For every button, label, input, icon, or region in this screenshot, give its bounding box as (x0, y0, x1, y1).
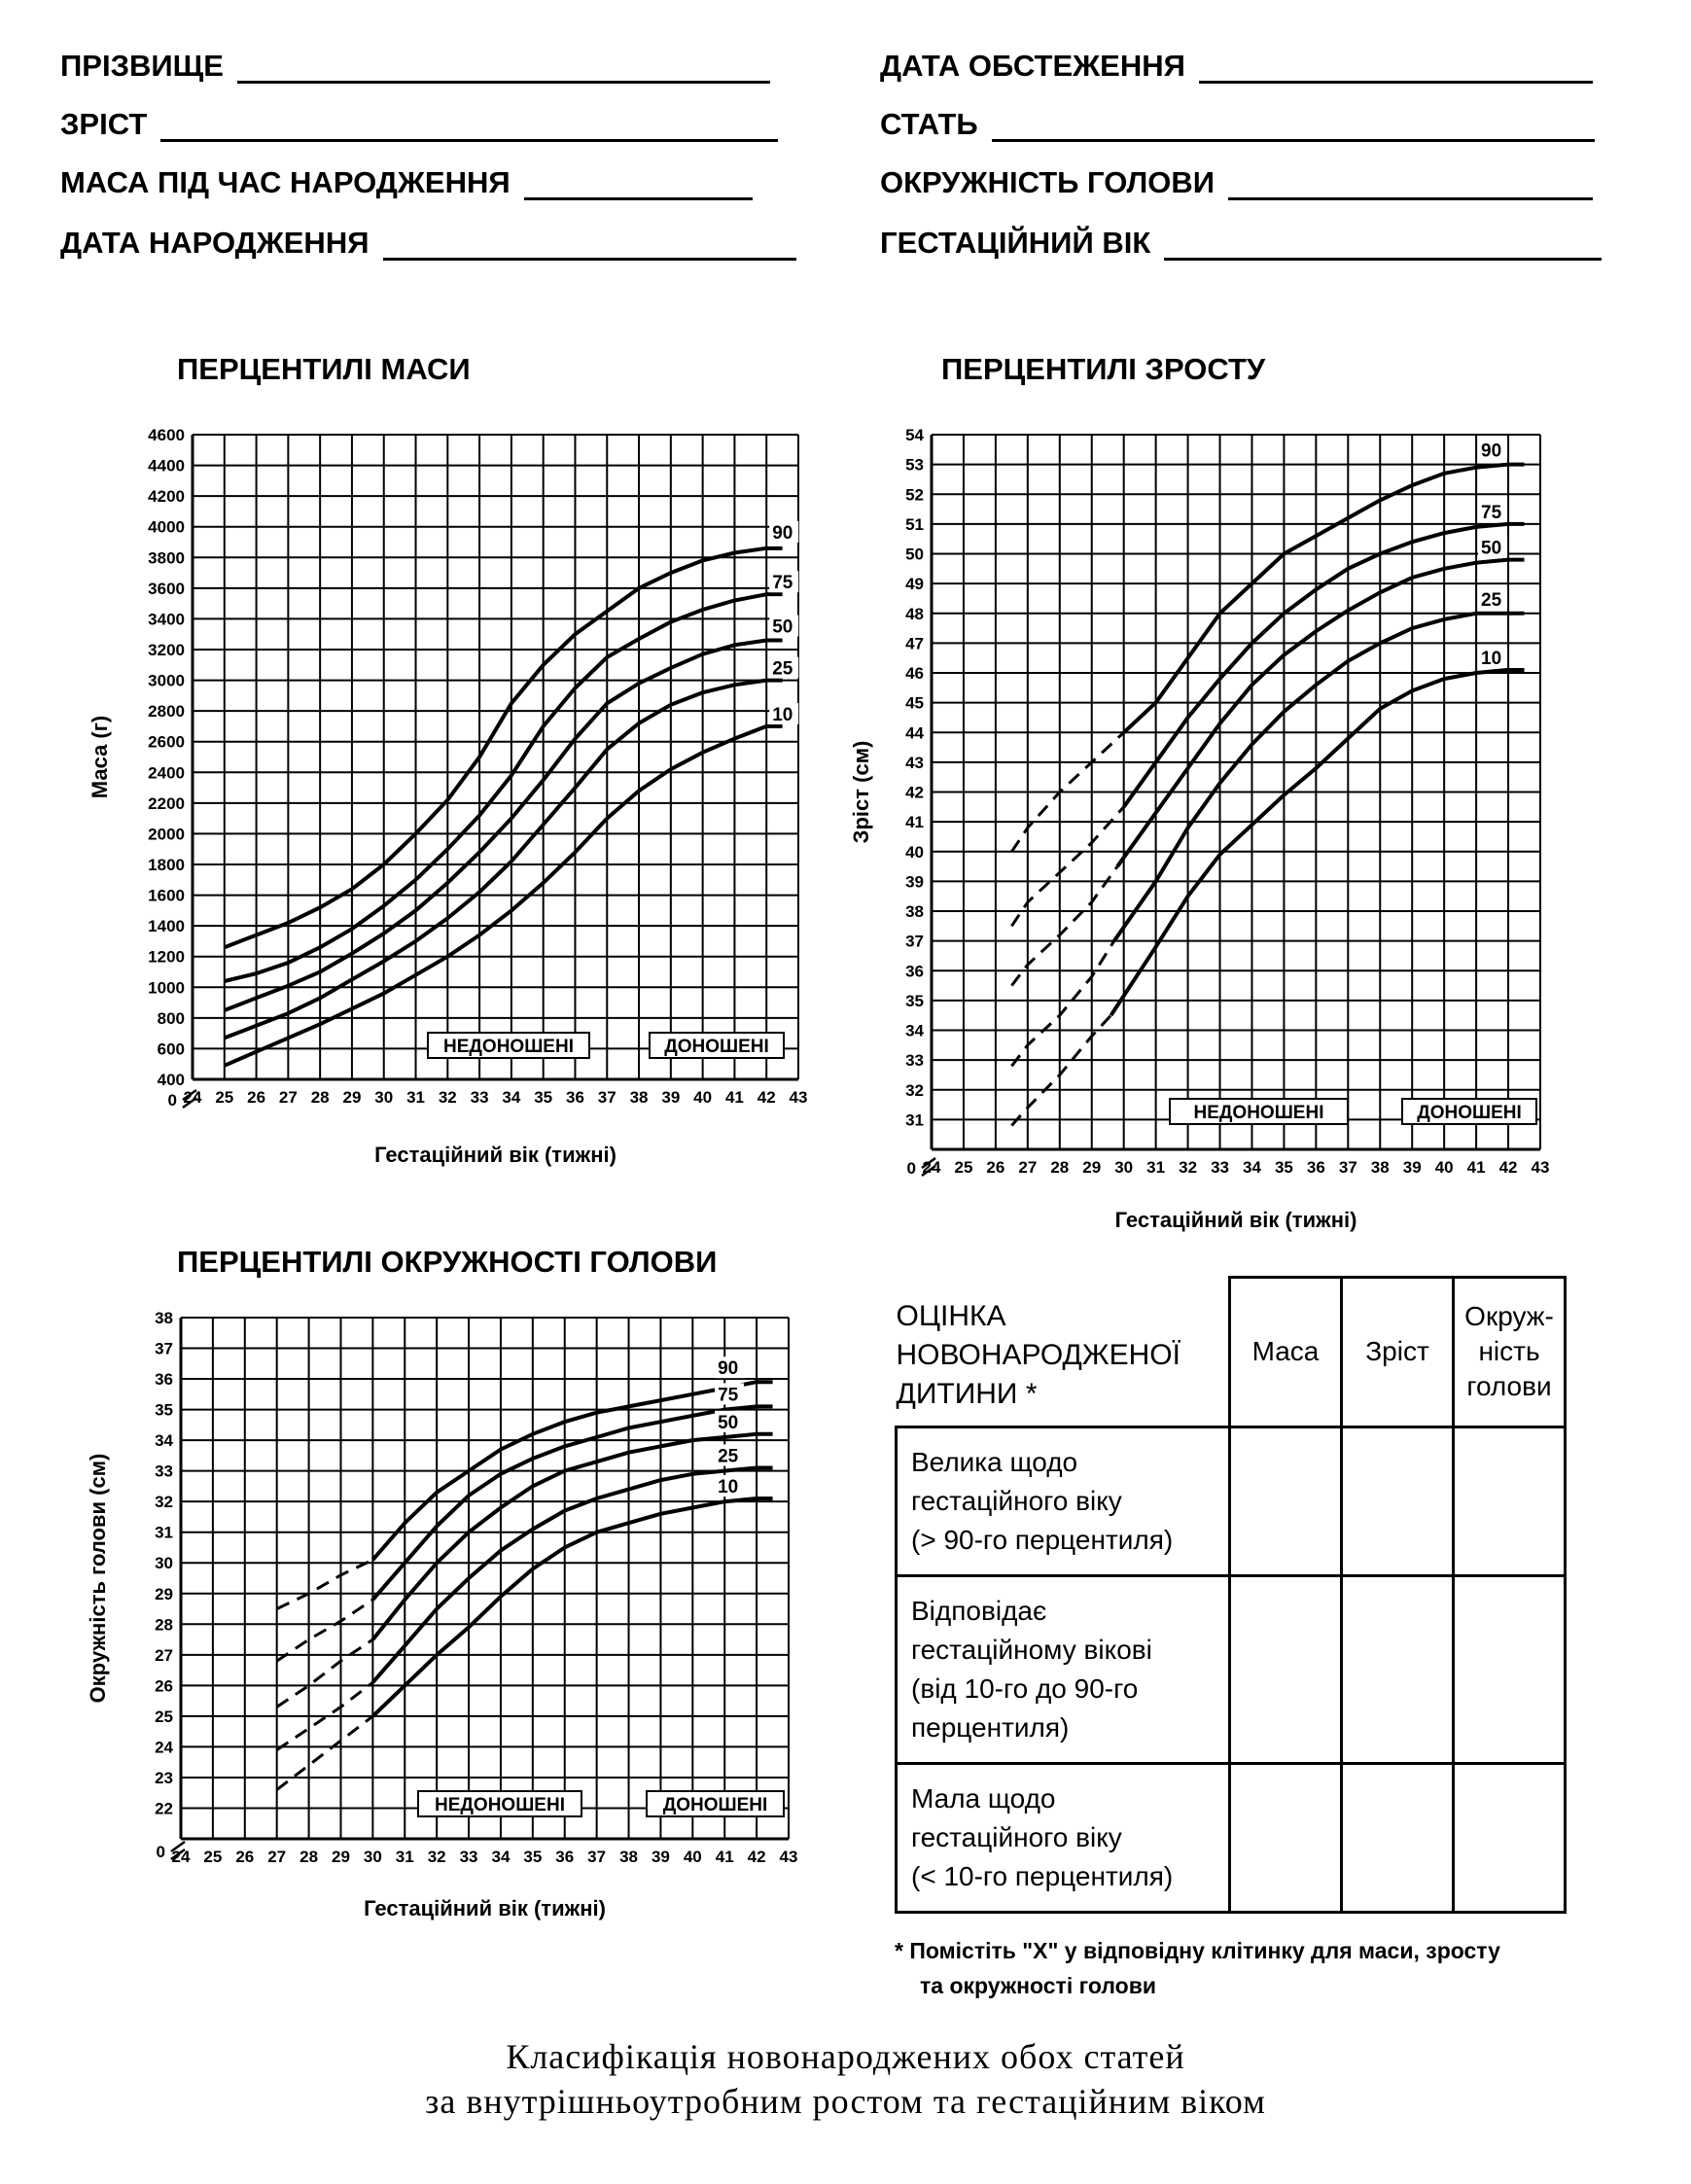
x-tick-label: 28 (1050, 1158, 1070, 1177)
term-zone-label: ДОНОШЕНІ (662, 1795, 768, 1815)
x-tick-label: 30 (363, 1848, 382, 1866)
y-tick-label: 52 (905, 485, 924, 505)
x-tick-label: 41 (715, 1848, 734, 1866)
x-tick-label: 35 (1274, 1158, 1293, 1177)
x-tick-label: 30 (1114, 1158, 1134, 1177)
head-circ-label: ОКРУЖНІСТЬ ГОЛОВИ (880, 165, 1215, 199)
table-row (897, 1763, 1566, 1912)
row-label-line: гестаційного віку (911, 1821, 1122, 1852)
y-tick-label: 36 (155, 1370, 173, 1390)
y-tick-label: 34 (155, 1431, 173, 1451)
y-tick-label: 32 (905, 1080, 924, 1100)
footnote-line: та окружності голови (920, 1973, 1156, 1998)
y-tick-label: 3800 (148, 548, 185, 568)
percentile-label-90: 90 (1481, 440, 1502, 462)
y-tick-label: 35 (905, 991, 924, 1010)
percentile-label-10: 10 (1481, 648, 1502, 669)
row-large-label (897, 1427, 1230, 1575)
cell-appropriate-head[interactable] (1454, 1575, 1566, 1763)
preterm-zone-label: НЕДОНОШЕНІ (435, 1795, 565, 1815)
y-tick-label: 2800 (148, 702, 185, 722)
y-tick-label: 600 (157, 1039, 185, 1059)
y-tick-label: 400 (157, 1071, 185, 1089)
x-axis-label: Гестаційний вік (тижні) (374, 1143, 617, 1167)
footnote-line: * Помістіть "Х" у відповідну клітинку для маси, зросту (895, 1938, 1500, 1963)
evaluation-title-line: ОЦІНКА (896, 1299, 1006, 1332)
x-tick-label: 27 (267, 1848, 287, 1866)
x-tick-label: 35 (523, 1848, 543, 1866)
x-tick-label: 34 (491, 1848, 511, 1866)
caption-line-2: за внутрішньоутробним ростом та гестаційним віком (425, 2082, 1266, 2121)
y-tick-label: 41 (905, 813, 924, 832)
column-head-label: голови (1466, 1371, 1552, 1402)
percentile-label-75: 75 (772, 573, 793, 594)
x-tick-label: 29 (332, 1848, 350, 1866)
percentile-label-50: 50 (718, 1412, 739, 1433)
y-break-label: 0 (167, 1091, 177, 1110)
footnote (895, 1933, 1575, 2003)
evaluation-title-line: НОВОНАРОДЖЕНОЇ (896, 1338, 1180, 1371)
exam-date-label: ДАТА ОБСТЕЖЕННЯ (880, 49, 1185, 83)
percentile-label-10: 10 (772, 704, 793, 725)
table-row (897, 1575, 1566, 1763)
x-tick-label: 25 (215, 1088, 234, 1107)
cell-large-length[interactable] (1342, 1427, 1454, 1575)
y-tick-label: 1200 (148, 947, 185, 967)
y-tick-label: 47 (905, 634, 924, 653)
x-tick-label: 40 (683, 1848, 702, 1866)
x-tick-label: 35 (534, 1088, 553, 1107)
term-zone-label: ДОНОШЕНІ (664, 1037, 769, 1057)
term-zone-label: ДОНОШЕНІ (1417, 1103, 1522, 1123)
column-weight-label: Маса (1251, 1336, 1320, 1367)
column-length (1342, 1278, 1454, 1427)
y-tick-label: 22 (155, 1799, 173, 1818)
cell-large-weight[interactable] (1230, 1427, 1342, 1575)
x-axis-label: Гестаційний вік (тижні) (1114, 1208, 1357, 1232)
column-head-label: ність (1478, 1336, 1540, 1367)
x-tick-label: 26 (235, 1848, 255, 1866)
y-tick-label: 31 (905, 1110, 924, 1130)
column-length-label: Зріст (1365, 1336, 1429, 1367)
row-label-line: гестаційному вікові (911, 1634, 1152, 1665)
caption-line-1: Класифікація новонароджених обох статей (506, 2037, 1185, 2076)
y-tick-label: 25 (155, 1707, 173, 1726)
row-label-line: гестаційного віку (911, 1485, 1122, 1516)
y-tick-label: 4600 (148, 426, 185, 444)
x-tick-label: 40 (693, 1088, 713, 1107)
x-tick-label: 28 (310, 1088, 330, 1107)
y-tick-label: 34 (905, 1021, 924, 1040)
y-tick-label: 27 (155, 1645, 173, 1665)
x-tick-label: 25 (954, 1158, 973, 1177)
y-tick-label: 46 (905, 664, 924, 683)
row-label-line: Відповідає (911, 1595, 1047, 1626)
y-tick-label: 2200 (148, 793, 185, 813)
evaluation-title (897, 1278, 1230, 1427)
y-axis-label: Зріст (см) (849, 740, 873, 844)
x-tick-label: 37 (597, 1088, 617, 1107)
x-tick-label: 33 (459, 1848, 478, 1866)
row-small-label (897, 1763, 1230, 1912)
cell-appropriate-weight[interactable] (1230, 1575, 1342, 1763)
y-tick-label: 40 (905, 842, 924, 862)
row-label-line: перцентиля) (911, 1711, 1070, 1743)
y-tick-label: 44 (905, 723, 924, 743)
y-tick-label: 53 (905, 455, 924, 475)
surname-label: ПРІЗВИЩЕ (60, 49, 224, 83)
weight-chart-title: ПЕРЦЕНТИЛІ МАСИ (177, 352, 471, 386)
cell-large-head[interactable] (1454, 1427, 1566, 1575)
y-axis-label: Маса (г) (88, 715, 112, 799)
x-tick-label: 27 (278, 1088, 298, 1107)
x-tick-label: 38 (629, 1088, 649, 1107)
y-tick-label: 35 (155, 1400, 173, 1420)
y-tick-label: 4000 (148, 517, 185, 537)
x-tick-label: 32 (1179, 1158, 1198, 1177)
y-tick-label: 33 (905, 1051, 924, 1071)
percentile-line-dashed-90 (277, 1560, 373, 1608)
x-tick-label: 31 (395, 1848, 414, 1866)
x-tick-label: 33 (470, 1088, 489, 1107)
x-tick-label: 39 (661, 1088, 681, 1107)
percentile-label-90: 90 (718, 1358, 739, 1380)
y-tick-label: 51 (905, 514, 924, 534)
x-tick-label: 36 (566, 1088, 584, 1107)
percentile-line-dashed-75 (277, 1600, 373, 1661)
x-tick-label: 37 (1338, 1158, 1357, 1177)
percentile-label-25: 25 (772, 658, 793, 680)
figure-caption (0, 2034, 1691, 2124)
y-tick-label: 3200 (148, 641, 185, 659)
y-axis-label: Окружність голови (см) (86, 1453, 110, 1704)
y-tick-label: 3000 (148, 671, 185, 690)
y-break-label: 0 (156, 1843, 165, 1861)
x-tick-label: 34 (502, 1088, 521, 1107)
x-axis-label: Гестаційний вік (тижні) (364, 1896, 606, 1920)
x-tick-label: 32 (438, 1088, 457, 1107)
y-tick-label: 800 (157, 1008, 185, 1028)
y-tick-label: 45 (905, 693, 924, 713)
y-tick-label: 4400 (148, 456, 185, 476)
y-tick-label: 26 (155, 1676, 173, 1696)
x-tick-label: 36 (555, 1848, 575, 1866)
x-tick-label: 42 (1498, 1158, 1518, 1177)
y-tick-label: 29 (155, 1584, 173, 1603)
length-chart-title: ПЕРЦЕНТИЛІ ЗРОСТУ (941, 352, 1266, 386)
y-tick-label: 36 (905, 962, 924, 981)
column-head-label: Окруж- (1464, 1301, 1554, 1332)
sex-label: СТАТЬ (880, 107, 978, 141)
x-tick-label: 25 (203, 1848, 223, 1866)
row-label-line: Мала щодо (911, 1782, 1056, 1814)
y-break-label: 0 (906, 1159, 916, 1178)
y-tick-label: 33 (155, 1462, 173, 1481)
x-tick-label: 34 (1243, 1158, 1261, 1177)
x-tick-label: 41 (724, 1088, 744, 1107)
y-tick-label: 2600 (148, 732, 185, 752)
y-tick-label: 38 (905, 902, 924, 921)
y-tick-label: 42 (905, 783, 924, 802)
row-label-line: (> 90-го перцентиля) (911, 1524, 1174, 1555)
x-tick-label: 37 (587, 1848, 607, 1866)
x-tick-label: 38 (1370, 1158, 1390, 1177)
x-tick-label: 26 (247, 1088, 266, 1107)
row-label-line: Велика щодо (911, 1446, 1078, 1477)
x-tick-label: 39 (1402, 1158, 1422, 1177)
x-tick-label: 24 (922, 1158, 941, 1177)
x-tick-label: 43 (779, 1848, 798, 1866)
x-tick-label: 24 (171, 1848, 191, 1866)
x-tick-label: 38 (619, 1848, 638, 1866)
cell-small-weight[interactable] (1230, 1763, 1342, 1912)
percentile-label-50: 50 (1481, 538, 1502, 559)
y-tick-label: 39 (905, 872, 924, 892)
head-chart-title: ПЕРЦЕНТИЛІ ОКРУЖНОСТІ ГОЛОВИ (177, 1245, 718, 1279)
y-tick-label: 54 (905, 426, 924, 444)
x-tick-label: 29 (342, 1088, 362, 1107)
y-tick-label: 50 (905, 545, 924, 564)
x-tick-label: 24 (183, 1088, 202, 1107)
x-tick-label: 40 (1434, 1158, 1454, 1177)
y-tick-label: 32 (155, 1493, 173, 1512)
percentile-label-75: 75 (1481, 502, 1502, 523)
cell-small-length[interactable] (1342, 1763, 1454, 1912)
x-tick-label: 43 (789, 1088, 808, 1107)
percentile-label-25: 25 (718, 1446, 739, 1467)
birth-date-label: ДАТА НАРОДЖЕННЯ (60, 226, 370, 260)
row-label-line: (від 10-го до 90-го (911, 1673, 1139, 1704)
row-label-line: (< 10-го перцентиля) (911, 1860, 1174, 1891)
percentile-label-10: 10 (718, 1477, 739, 1498)
y-tick-label: 1000 (148, 978, 185, 998)
percentile-label-75: 75 (718, 1385, 739, 1406)
x-tick-label: 42 (747, 1848, 766, 1866)
x-tick-label: 27 (1018, 1158, 1038, 1177)
percentile-label-90: 90 (772, 522, 793, 544)
y-tick-label: 1800 (148, 856, 185, 874)
x-tick-label: 33 (1211, 1158, 1229, 1177)
percentile-label-50: 50 (772, 616, 793, 638)
y-tick-label: 2000 (148, 825, 185, 844)
y-tick-label: 49 (905, 575, 924, 594)
birth-weight-label: МАСА ПІД ЧАС НАРОДЖЕННЯ (60, 165, 511, 199)
percentile-line-dashed-50 (277, 1639, 373, 1707)
y-tick-label: 3600 (148, 579, 185, 598)
x-tick-label: 31 (1146, 1158, 1166, 1177)
x-tick-label: 29 (1082, 1158, 1102, 1177)
newborn-evaluation-table (895, 1276, 1567, 1914)
x-tick-label: 32 (427, 1848, 446, 1866)
evaluation-title-line: ДИТИНИ * (896, 1377, 1038, 1410)
table-row (897, 1427, 1566, 1575)
y-tick-label: 30 (155, 1554, 173, 1573)
y-tick-label: 3400 (148, 610, 185, 629)
height-label: ЗРІСТ (60, 107, 148, 141)
y-tick-label: 28 (155, 1615, 173, 1635)
cell-appropriate-length[interactable] (1342, 1575, 1454, 1763)
x-tick-label: 31 (406, 1088, 425, 1107)
preterm-zone-label: НЕДОНОШЕНІ (443, 1037, 574, 1057)
y-tick-label: 48 (905, 604, 924, 623)
preterm-zone-label: НЕДОНОШЕНІ (1193, 1103, 1324, 1123)
x-tick-label: 30 (374, 1088, 394, 1107)
percentile-label-25: 25 (1481, 589, 1502, 611)
column-head (1454, 1278, 1566, 1427)
x-tick-label: 41 (1466, 1158, 1486, 1177)
x-tick-label: 39 (651, 1848, 670, 1866)
y-tick-label: 1400 (148, 917, 185, 936)
y-tick-label: 31 (155, 1523, 173, 1542)
gest-age-label: ГЕСТАЦІЙНИЙ ВІК (880, 226, 1151, 260)
x-tick-label: 43 (1531, 1158, 1550, 1177)
row-appropriate-label (897, 1575, 1230, 1763)
x-tick-label: 42 (757, 1088, 776, 1107)
y-tick-label: 1600 (148, 886, 185, 905)
y-tick-label: 38 (155, 1309, 173, 1327)
y-tick-label: 4200 (148, 487, 185, 507)
column-weight (1230, 1278, 1342, 1427)
percentile-line-dashed-10 (277, 1716, 373, 1790)
cell-small-head[interactable] (1454, 1763, 1566, 1912)
x-tick-label: 28 (299, 1848, 319, 1866)
y-tick-label: 37 (155, 1339, 173, 1358)
x-tick-label: 36 (1306, 1158, 1325, 1177)
y-tick-label: 43 (905, 753, 924, 772)
y-tick-label: 2400 (148, 763, 185, 783)
y-tick-label: 24 (155, 1738, 173, 1757)
x-tick-label: 26 (986, 1158, 1005, 1177)
y-tick-label: 23 (155, 1768, 173, 1787)
y-tick-label: 37 (905, 932, 924, 951)
